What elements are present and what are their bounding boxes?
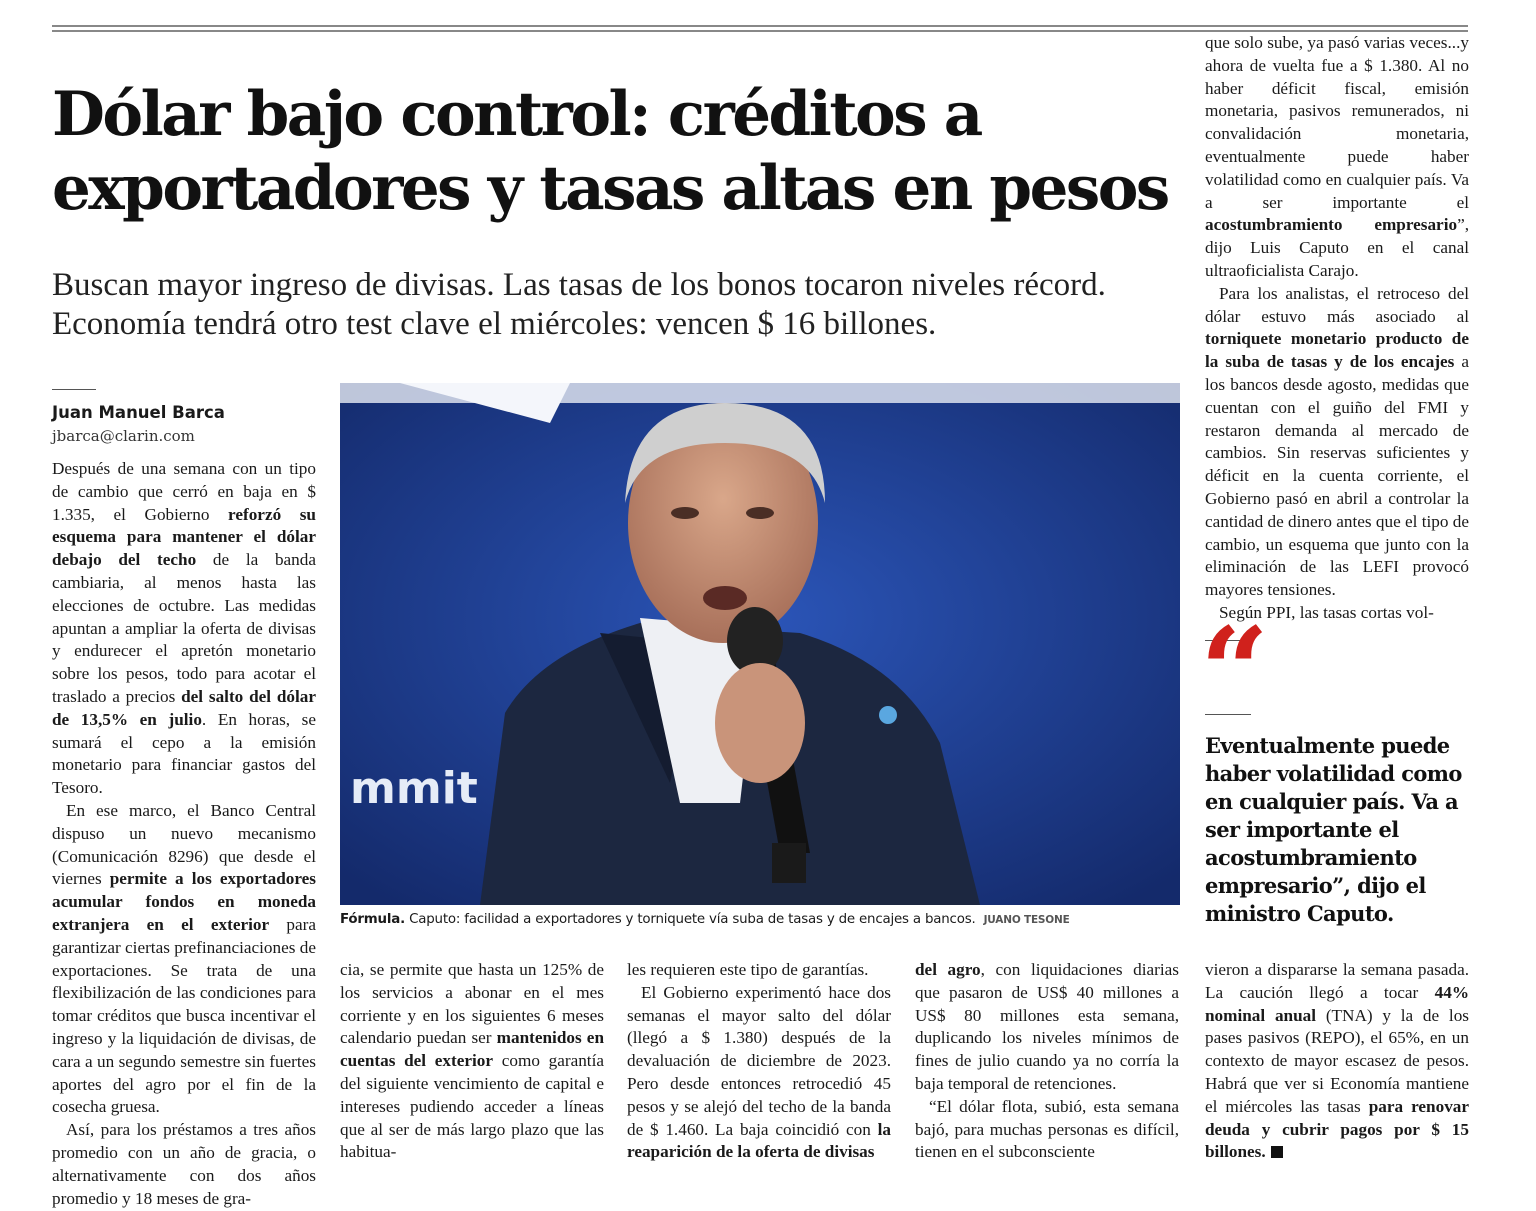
bold-text: la reaparición de la oferta de divisas (627, 1119, 891, 1162)
quote-rule-bottom (1205, 714, 1251, 715)
bold-text: mantenidos en cuentas del exterior (340, 1028, 604, 1071)
paragraph (627, 959, 891, 982)
subhead: Buscan mayor ingreso de divisas. Las tasas de los bonos tocaron niveles récord. Economía tendrá otro test clave el miércoles: vencen $ 16 billones. (52, 267, 1106, 342)
paragraph (915, 959, 1179, 1096)
body-text: , con liquidaciones diarias que pasaron de US$ 40 millones a US$ 80 millones esta semana, duplicando los niveles mínimos de fines de julio cuando ya no corría la baja temporal de retenciones. (915, 960, 1179, 1093)
bold-text: acostumbramiento empresario (1205, 215, 1458, 235)
body-text: cia, se permite que hasta un 125% de los servicios a abonar en el mes corriente y en los siguientes 6 meses calendario puedan ser (340, 960, 604, 1048)
bold-text: del salto del dólar de 13,5% en julio (52, 686, 316, 729)
body-text: “El dólar flota, subió, esta semana bajó, para muchas personas es difícil, tienen en el subconsciente (915, 1096, 1179, 1162)
body-text: El Gobierno experimentó hace dos semanas el mayor salto del dólar (llegó a $ 1.380) después de la devaluación de diciembre de 2023. Pero desde entonces retrocedió 45 pesos y se alejó del techo de la banda de $ 1.460. La baja coincidió con (627, 982, 891, 1139)
text-column-1 (52, 458, 316, 1210)
body-text: vieron a dispararse la semana pasada. La caución llegó a tocar (1205, 960, 1469, 1002)
author-name: Juan Manuel Barca (52, 403, 225, 422)
quote-mark-icon: “ (1200, 601, 1270, 742)
top-rule (52, 25, 1468, 27)
paragraph (1205, 283, 1469, 602)
photo-caption (340, 912, 1180, 927)
body-text: les requieren este tipo de garantías. (627, 960, 869, 979)
article-photo (340, 383, 1180, 905)
body-text: Según PPI, las tasas cortas vol- (1219, 602, 1434, 622)
photo-credit: JUANO TESONE (983, 914, 1070, 926)
caption-lead: Fórmula. (340, 912, 406, 927)
caption-text: Caputo: facilidad a exportadores y torniquete vía suba de tasas y de encajes a bancos. (409, 912, 976, 927)
bold-text: 44% nominal anual (1205, 982, 1469, 1025)
paragraph (52, 1119, 316, 1210)
body-text: En ese marco, el Banco Central dispuso un nuevo mecanismo (Comunicación 8296) que desde el viernes (52, 800, 316, 889)
paragraph (52, 458, 316, 800)
paragraph (340, 959, 604, 1164)
body-text: a los bancos desde agosto, medidas que cuentan con el guiño del FMI y restaron demanda al mercado de cambios. Sin reservas suficientes y déficit en la cuenta corriente, el Gobierno pasó en abril a controlar la cantidad de dinero antes que el tipo de cambio, un esquema que junto con la eliminación de las LEFI provocó mayores tensiones. (1205, 352, 1469, 600)
bold-text: del agro (915, 960, 981, 979)
text-column-5-bottom (1205, 959, 1469, 1164)
paragraph (915, 1096, 1179, 1164)
paragraph (1205, 959, 1469, 1164)
bold-text: permite a los exportadores acumular fondos en moneda extranjera en el exterior (52, 869, 316, 934)
backdrop-text: mmit (350, 763, 478, 814)
photo-caputo-microphone (340, 383, 1180, 905)
bold-text: para renovar deuda y cubrir pagos por $ 15 billones. (1205, 1096, 1470, 1162)
bold-text: torniquete monetario producto de la suba de tasas y de los encajes (1205, 329, 1469, 372)
text-column-4 (915, 959, 1179, 1164)
body-text: Para los analistas, el retroceso del dólar estuvo más asociado al (1205, 283, 1469, 326)
body-text: ”, dijo Luis Caputo en el canal ultraoficialista Carajo. (1205, 215, 1469, 280)
text-column-2 (340, 959, 604, 1164)
author-email[interactable]: jbarca@clarin.com (52, 427, 195, 445)
body-text: para garantizar ciertas prefinanciaciones de exportaciones. Se trata de una flexibilización de las condiciones para tomar créditos que busca incentivar el ingreso y la liquidación de divisas, de cara a un segundo semestre sin fuertes aportes del agro por el fin de la cosecha gruesa. (52, 914, 316, 1117)
paragraph (627, 982, 891, 1164)
body-text: como garantía del siguiente vencimiento de capital e intereses pudiendo acceder a líneas que al ser de más largo plazo que las habitua- (340, 1051, 604, 1162)
body-text: (TNA) y la de los pases pasivos (REPO), el 65%, en un contexto de mayor escasez de pesos. Habrá que ver si Economía mantiene el miércoles las tasas (1205, 1005, 1469, 1116)
body-text: de la banda cambiaria, al menos hasta las elecciones de octubre. Las medidas apuntan a ampliar la oferta de divisas y endurecer el apretón monetario sobre los pesos, todo para acotar el traslado a precios (52, 550, 316, 706)
paragraph (1205, 32, 1469, 283)
body-text: . En horas, se sumará el cepo a la emisión monetario para financiar gastos del Tesoro. (52, 709, 316, 798)
body-text: que solo sube, ya pasó varias veces...y ahora de vuelta fue a $ 1.380. Al no haber déficit fiscal, emisión monetaria, pasivos remunerados, ni convalidación monetaria, eventualmente puede haber volatilidad como en cualquier país. Va a ser importante el (1205, 33, 1469, 212)
end-mark-icon (1271, 1146, 1283, 1158)
body-text: Después de una semana con un tipo de cambio que cerró en baja en $ 1.335, el Gobierno (52, 459, 316, 524)
byline-rule (52, 389, 96, 390)
text-column-3 (627, 959, 891, 1164)
pull-quote: Eventualmente puede haber volatilidad como en cualquier país. Va a ser importante el acostumbramiento empresario”, dijo el ministro Caputo. (1205, 733, 1462, 926)
body-text: Así, para los préstamos a tres años promedio con un año de gracia, o alternativamente con dos años promedio y 18 meses de gra- (52, 1120, 316, 1208)
paragraph (52, 800, 316, 1119)
bold-text: reforzó su esquema para mantener el dólar debajo del techo (52, 504, 316, 570)
text-column-5-top (1205, 32, 1469, 625)
headline: Dólar bajo control: créditos a exportadores y tasas altas en pesos (52, 79, 1168, 224)
